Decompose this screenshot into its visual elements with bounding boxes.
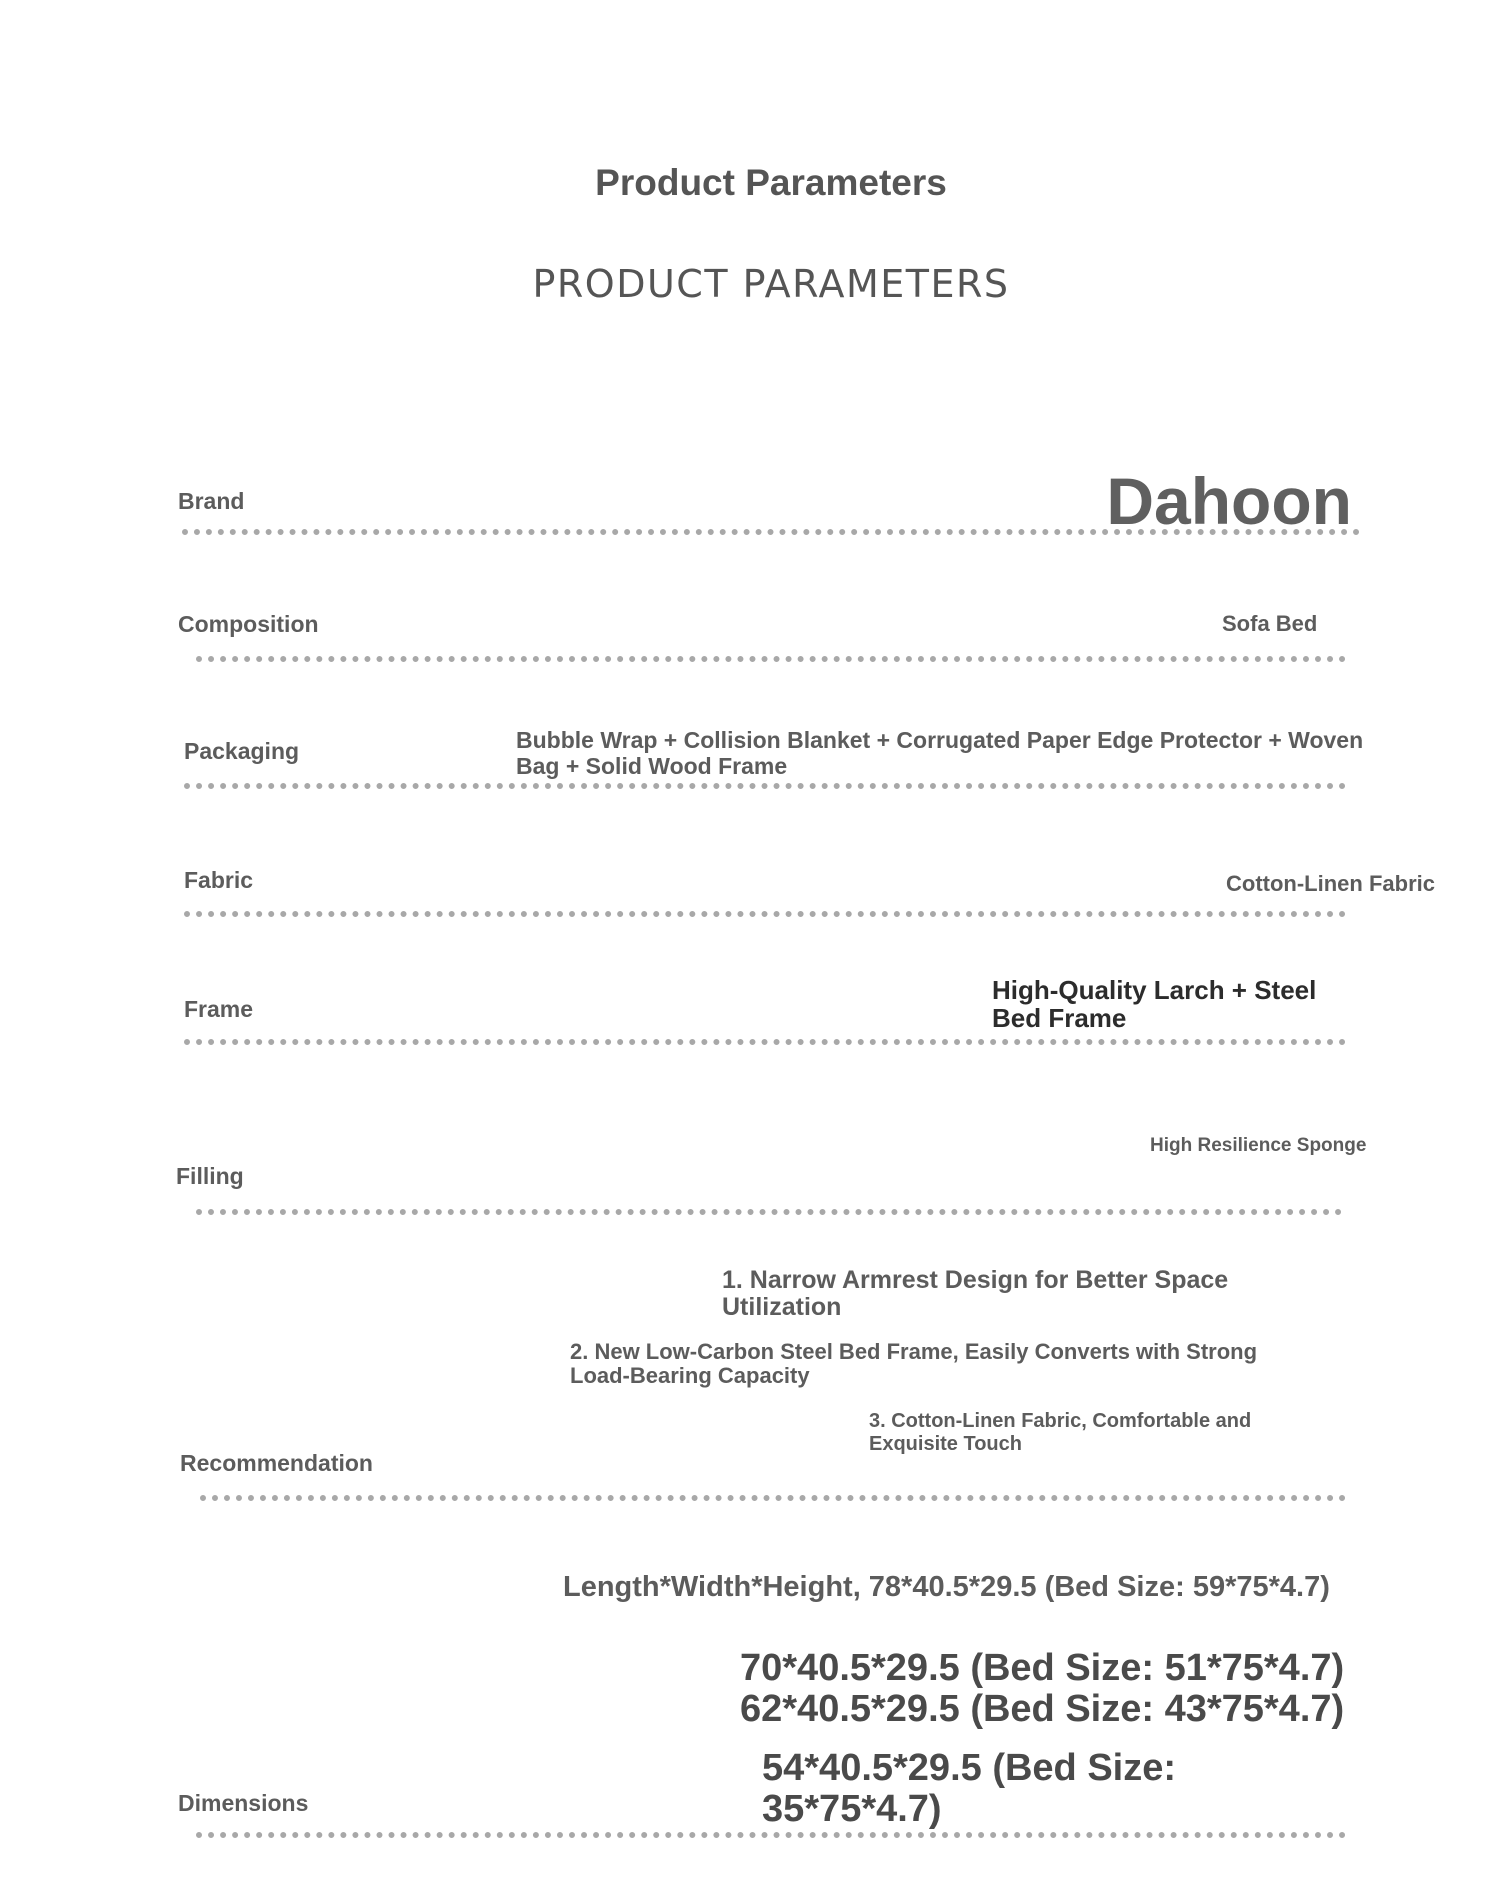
composition-value: Sofa Bed [1222,611,1318,636]
recommendation-label: Recommendation [180,1450,373,1476]
packaging-value-line1: Bubble Wrap + Collision Blanket + Corrugated Paper Edge Protector + Woven [516,727,1364,753]
packaging-value-line2: Bag + Solid Wood Frame [516,753,788,779]
frame-value-line2: Bed Frame [992,1003,1127,1033]
fabric-value: Cotton-Linen Fabric [1226,871,1435,896]
dimensions-line-4: 54*40.5*29.5 (Bed Size: [762,1747,1177,1789]
filling-divider [196,1209,1342,1215]
dimensions-line-5: 35*75*4.7) [762,1788,942,1830]
recommendation-item-1-line1: 1. Narrow Armrest Design for Better Space [722,1266,1229,1294]
dimensions-divider [196,1832,1346,1838]
frame-value-line1: High-Quality Larch + Steel [992,975,1317,1005]
recommendation-item-3-line1: 3. Cotton-Linen Fabric, Comfortable and [869,1410,1252,1432]
page-title: Product Parameters [595,162,947,203]
fabric-divider [184,911,1346,917]
dimensions-line-2: 70*40.5*29.5 (Bed Size: 51*75*4.7) [740,1647,1345,1689]
brand-label: Brand [178,488,245,514]
recommendation-item-1 [722,1267,1228,1321]
composition-divider [196,656,1346,662]
frame-value [992,976,1316,1032]
packaging-label: Packaging [184,738,300,764]
page-subtitle: PRODUCT PARAMETERS [532,262,1010,306]
recommendation-item-3 [869,1410,1251,1456]
fabric-label: Fabric [184,867,254,893]
dimensions-label: Dimensions [178,1790,309,1816]
recommendation-item-3-line2: Exquisite Touch [869,1433,1022,1455]
frame-divider [184,1039,1346,1045]
filling-value: High Resilience Sponge [1150,1135,1367,1156]
filling-label: Filling [176,1163,244,1189]
frame-label: Frame [184,996,254,1022]
dimensions-line-1: Length*Width*Height, 78*40.5*29.5 (Bed Size: 59*75*4.7) [563,1571,1330,1603]
recommendation-divider [200,1495,1346,1501]
dimensions-line-3: 62*40.5*29.5 (Bed Size: 43*75*4.7) [740,1688,1345,1730]
recommendation-item-2-line2: Load-Bearing Capacity [570,1363,810,1388]
brand-value: Dahoon [1106,464,1352,538]
recommendation-item-1-line2: Utilization [722,1293,842,1321]
recommendation-item-2-line1: 2. New Low-Carbon Steel Bed Frame, Easily Converts with Strong [570,1339,1258,1364]
packaging-divider [184,783,1346,789]
recommendation-item-2 [570,1340,1257,1388]
composition-label: Composition [178,611,319,637]
packaging-value [516,727,1366,779]
brand-divider [182,529,1360,535]
